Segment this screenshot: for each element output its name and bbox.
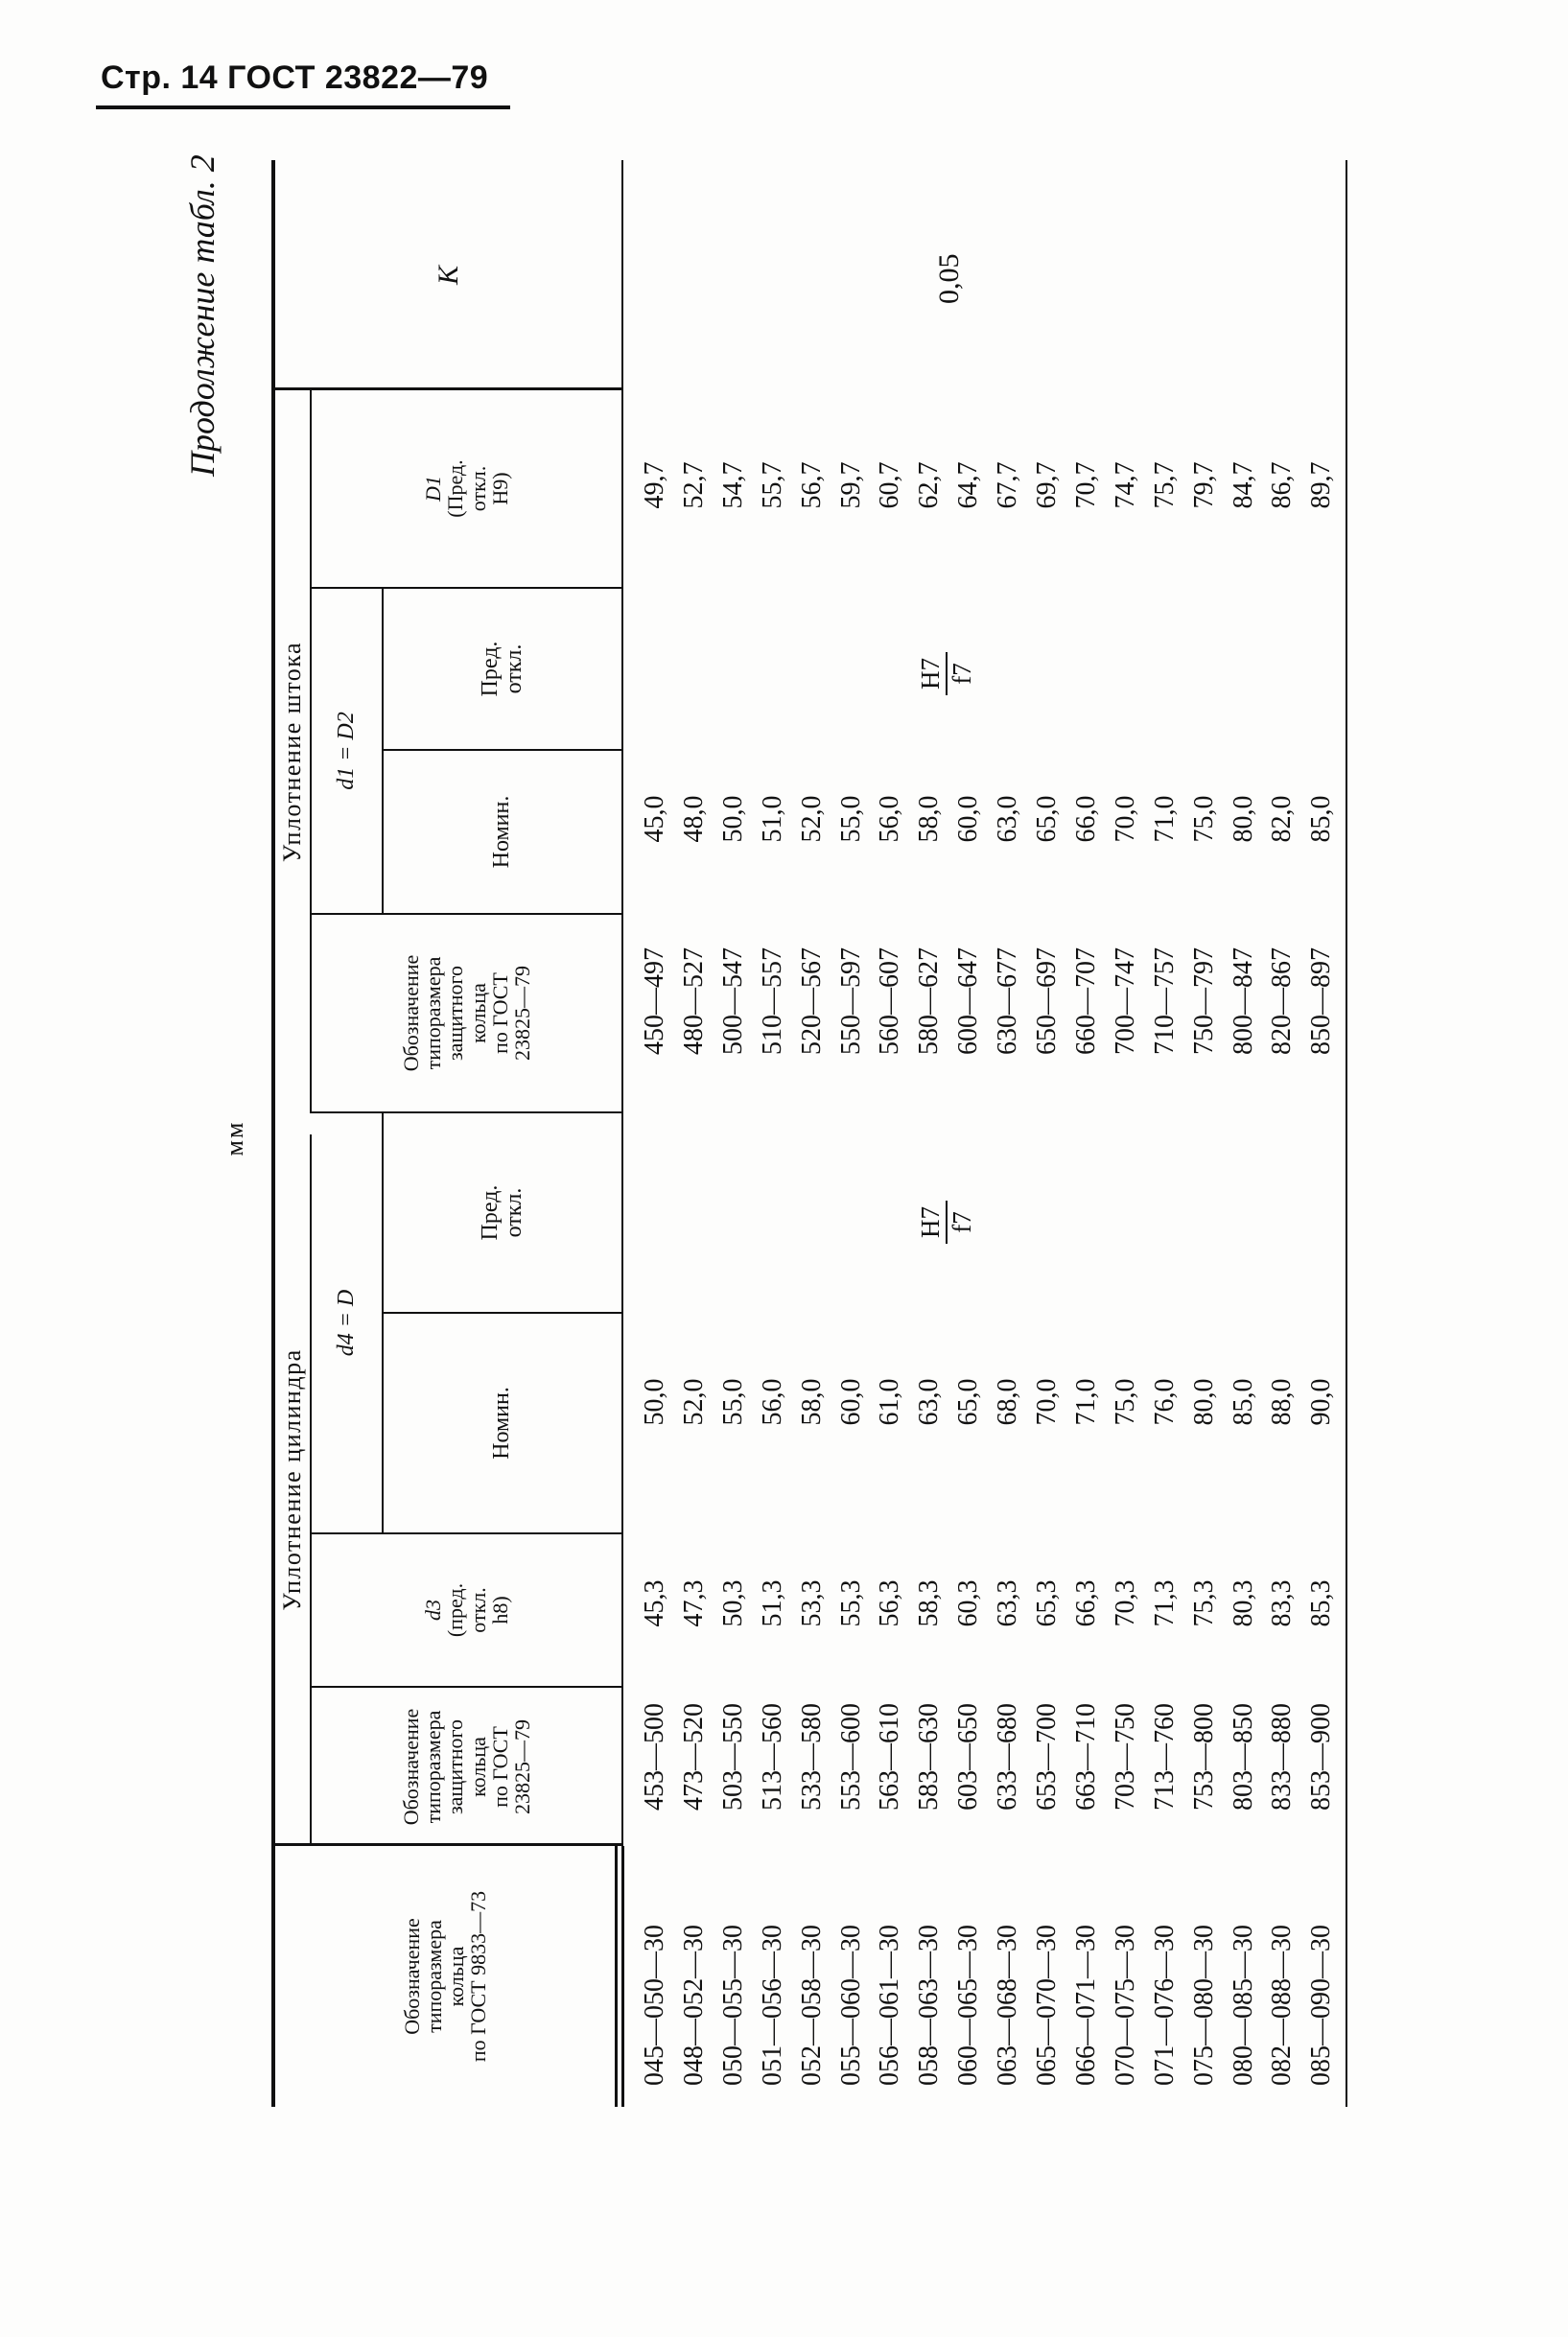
hdr-line: D1 (421, 476, 446, 502)
table-cell: 70,7 (1070, 461, 1101, 509)
table-cell: 450—497 (640, 947, 669, 1055)
table-cell: 80,0 (1188, 1378, 1219, 1426)
table-cell: 89,7 (1306, 461, 1337, 509)
rod-tol-header (384, 589, 621, 749)
table-cell: 55,0 (835, 795, 866, 843)
table-cell: 710—757 (1149, 947, 1180, 1055)
table-cell: 703—750 (1110, 1703, 1140, 1811)
table-cell: 560—607 (875, 947, 905, 1055)
table-cell: 513—560 (757, 1703, 787, 1811)
table-cell: 45,3 (640, 1579, 669, 1627)
table-cell: 060—065—30 (953, 1925, 984, 2086)
header-rule (96, 105, 510, 109)
cyl-nom-header: Номин. (489, 1387, 515, 1460)
table-cell: 90,0 (1306, 1378, 1337, 1426)
rod-d1-header: d1 = D2 (333, 712, 359, 790)
table-cell: 55,7 (757, 461, 787, 509)
cyl-d3-header (312, 1534, 621, 1686)
table-cell: 713—760 (1149, 1703, 1180, 1811)
table-cell: 85,0 (1228, 1378, 1258, 1426)
table-cell: 503—550 (717, 1703, 748, 1811)
table-cell: 56,3 (875, 1579, 905, 1627)
fit-numerator: H7 (916, 1201, 948, 1244)
hdr-line: откл. (502, 643, 527, 694)
hdr-line: Пред. (477, 1184, 503, 1241)
table-cell: 583—630 (914, 1703, 945, 1811)
rod-ring-header (312, 915, 621, 1111)
hdr-line: типоразмера (421, 956, 446, 1070)
hdr-line: кольца (444, 1946, 468, 2007)
table-cell: 480—527 (678, 947, 709, 1055)
table-cell: 653—700 (1032, 1703, 1062, 1811)
table-cell: 663—710 (1070, 1703, 1101, 1811)
table-cell: 63,3 (993, 1579, 1023, 1627)
table-cell: 753—800 (1188, 1703, 1219, 1811)
table-cell: 058—063—30 (914, 1925, 945, 2086)
table-cell: 55,0 (717, 1378, 748, 1426)
table-cell: 520—567 (796, 947, 827, 1055)
table-cell: 48,0 (678, 795, 709, 843)
table-cell: 86,7 (1267, 461, 1298, 509)
table-cell: 580—627 (914, 947, 945, 1055)
table-cell: 833—880 (1267, 1703, 1298, 1811)
table-cell: 75,3 (1188, 1579, 1219, 1627)
k-header: K (432, 266, 464, 286)
table-cell: 49,7 (640, 461, 669, 509)
table-cell: 60,7 (875, 461, 905, 509)
table-cell: 61,0 (875, 1378, 905, 1426)
table-cell: 633—680 (993, 1703, 1023, 1811)
fit-numerator: H7 (916, 652, 948, 695)
table-cell: 553—600 (835, 1703, 866, 1811)
hdr-line: защитного (443, 965, 468, 1062)
table-cell: 800—847 (1228, 947, 1258, 1055)
table-cell: 60,0 (835, 1378, 866, 1426)
table-cell: 82,0 (1267, 795, 1298, 843)
table-cell: 75,0 (1110, 1378, 1140, 1426)
table-cell: 60,0 (953, 795, 984, 843)
hdr-line: кольца (465, 1737, 490, 1797)
table-cell: 58,0 (914, 795, 945, 843)
k-value: 0,05 (933, 253, 965, 304)
table-cell: 63,0 (993, 795, 1023, 843)
table-cell: 563—610 (875, 1703, 905, 1811)
page-header (101, 59, 488, 97)
table-cell: 533—580 (796, 1703, 827, 1811)
rod-group-header: Уплотнение штока (278, 641, 307, 863)
table-cell: 603—650 (953, 1703, 984, 1811)
hdr-line: H9) (487, 472, 512, 505)
hdr-line: h8) (487, 1596, 512, 1624)
standard-number: ГОСТ 23822—79 (227, 59, 489, 96)
table-cell: 085—090—30 (1306, 1925, 1337, 2086)
double-rule-b (621, 1846, 624, 2107)
page-number: Стр. 14 (101, 59, 219, 96)
table-caption: Продолжение табл. 2 (183, 154, 222, 477)
cyl-fit-value (916, 1201, 977, 1244)
hdr-line: Обозначение (399, 1708, 424, 1826)
table-cell: 52,0 (796, 795, 827, 843)
table-cell: 051—056—30 (757, 1925, 787, 2086)
table-cell: 47,3 (678, 1579, 709, 1627)
table-cell: 056—061—30 (875, 1925, 905, 2086)
table-cell: 052—058—30 (796, 1925, 827, 2086)
table-cell: 71,3 (1149, 1579, 1180, 1627)
table-cell: 65,0 (953, 1378, 984, 1426)
table-cell: 53,3 (796, 1579, 827, 1627)
table-cell: 83,3 (1267, 1579, 1298, 1627)
table-cell: 630—677 (993, 947, 1023, 1055)
table-cell: 71,0 (1149, 795, 1180, 843)
table-cell: 853—900 (1306, 1703, 1337, 1811)
fit-denominator: f7 (948, 1211, 977, 1233)
table-cell: 660—707 (1070, 947, 1101, 1055)
table-cell: 66,0 (1070, 795, 1101, 843)
table-cell: 59,7 (835, 461, 866, 509)
hdr-line: d3 (421, 1600, 446, 1621)
hdr-line: Пред. (477, 641, 503, 697)
rod-nom-header: Номин. (489, 795, 515, 869)
cyl-group-header: Уплотнение цилиндра (278, 1348, 307, 1611)
hdr-line: откл. (465, 465, 490, 512)
table-cell: 76,0 (1149, 1378, 1180, 1426)
table-cell: 70,3 (1110, 1579, 1140, 1627)
table-cell: 075—080—30 (1188, 1925, 1219, 2086)
table-cell: 80,0 (1228, 795, 1258, 843)
table-cell: 85,0 (1306, 795, 1337, 843)
table-cell: 75,7 (1149, 461, 1180, 509)
table-cell: 500—547 (717, 947, 748, 1055)
table-cell: 50,0 (717, 795, 748, 843)
table-cell: 56,7 (796, 461, 827, 509)
table-cell: 803—850 (1228, 1703, 1258, 1811)
table-cell: 070—075—30 (1110, 1925, 1140, 2086)
table-cell: 70,0 (1110, 795, 1140, 843)
header-bottom-rule (621, 160, 623, 2107)
table-cell: 75,0 (1188, 795, 1219, 843)
rod-D1-header (312, 390, 621, 587)
table-cell: 52,7 (678, 461, 709, 509)
table-cell: 45,0 (640, 795, 669, 843)
table-cell: 50,3 (717, 1579, 748, 1627)
table-cell: 750—797 (1188, 947, 1219, 1055)
table-cell: 600—647 (953, 947, 984, 1055)
hdr-line: по ГОСТ 9833—73 (466, 1890, 491, 2063)
hdr-line: типоразмера (421, 1710, 446, 1824)
table-cell: 68,0 (993, 1378, 1023, 1426)
hdr-line: Обозначение (399, 1918, 424, 2035)
rotated-table-block (168, 154, 1347, 2107)
cyl-d4-header: d4 = D (333, 1289, 359, 1357)
table-cell: 56,0 (875, 795, 905, 843)
table-cell: 71,0 (1070, 1378, 1101, 1426)
table-cell: 048—052—30 (678, 1925, 709, 2086)
table-cell: 066—071—30 (1070, 1925, 1101, 2086)
table-cell: 54,7 (717, 461, 748, 509)
table-cell: 50,0 (640, 1378, 669, 1426)
table-cell: 58,0 (796, 1378, 827, 1426)
cyl-ring-header (312, 1688, 621, 1846)
table-cell: 063—068—30 (993, 1925, 1023, 2086)
table-cell: 65,3 (1032, 1579, 1062, 1627)
table-cell: 065—070—30 (1032, 1925, 1062, 2086)
table-cell: 56,0 (757, 1378, 787, 1426)
table-cell: 58,3 (914, 1579, 945, 1627)
hdr-line: типоразмера (421, 1920, 446, 2033)
table-cell: 820—867 (1267, 947, 1298, 1055)
table-cell: 473—520 (678, 1703, 709, 1811)
table-cell: 071—076—30 (1149, 1925, 1180, 2086)
hdr-line: откл. (465, 1587, 490, 1633)
table-cell: 67,7 (993, 461, 1023, 509)
hdr-line: по ГОСТ (487, 972, 512, 1054)
table-cell: 80,3 (1228, 1579, 1258, 1627)
designation-header (275, 1846, 615, 2107)
table-cell: 453—500 (640, 1703, 669, 1811)
hdr-line: по ГОСТ (487, 1726, 512, 1808)
table-cell: 84,7 (1228, 461, 1258, 509)
cyl-tol-header (384, 1113, 621, 1312)
table-cell: 850—897 (1306, 947, 1337, 1055)
double-rule-a (615, 1846, 618, 2107)
table-cell: 62,7 (914, 461, 945, 509)
table-cell: 88,0 (1267, 1378, 1298, 1426)
table-cell: 69,7 (1032, 461, 1062, 509)
table-cell: 85,3 (1306, 1579, 1337, 1627)
table-cell: 60,3 (953, 1579, 984, 1627)
units-label: мм (221, 1120, 248, 1157)
table-cell: 650—697 (1032, 947, 1062, 1055)
table-cell: 055—060—30 (835, 1925, 866, 2086)
table-cell: 080—085—30 (1228, 1925, 1258, 2086)
table-cell: 55,3 (835, 1579, 866, 1627)
table-cell: 66,3 (1070, 1579, 1101, 1627)
rod-fit-value (916, 652, 977, 695)
hdr-line: откл. (502, 1187, 527, 1238)
table-cell: 082—088—30 (1267, 1925, 1298, 2086)
fit-denominator: f7 (948, 663, 977, 685)
table-cell: 050—055—30 (717, 1925, 748, 2086)
hdr-line: (Пред. (443, 459, 468, 518)
table-cell: 70,0 (1032, 1378, 1062, 1426)
table-cell: 045—050—30 (640, 1925, 669, 2086)
hdr-line: защитного (443, 1718, 468, 1815)
table-cell: 65,0 (1032, 795, 1062, 843)
table-cell: 550—597 (835, 947, 866, 1055)
table-cell: 510—557 (757, 947, 787, 1055)
table-cell: 64,7 (953, 461, 984, 509)
hdr-line: Обозначение (399, 954, 424, 1072)
hdr-line: 23825—79 (509, 1719, 534, 1814)
hdr-line: 23825—79 (509, 966, 534, 1061)
hdr-line: кольца (465, 983, 490, 1043)
table-cell: 51,0 (757, 795, 787, 843)
table-cell: 63,0 (914, 1378, 945, 1426)
table-cell: 52,0 (678, 1378, 709, 1426)
table-cell: 79,7 (1188, 461, 1219, 509)
table-cell: 700—747 (1110, 947, 1140, 1055)
table-cell: 51,3 (757, 1579, 787, 1627)
table-bottom-rule (1346, 160, 1347, 2107)
table-cell: 74,7 (1110, 461, 1140, 509)
hdr-line: (пред. (443, 1582, 468, 1638)
